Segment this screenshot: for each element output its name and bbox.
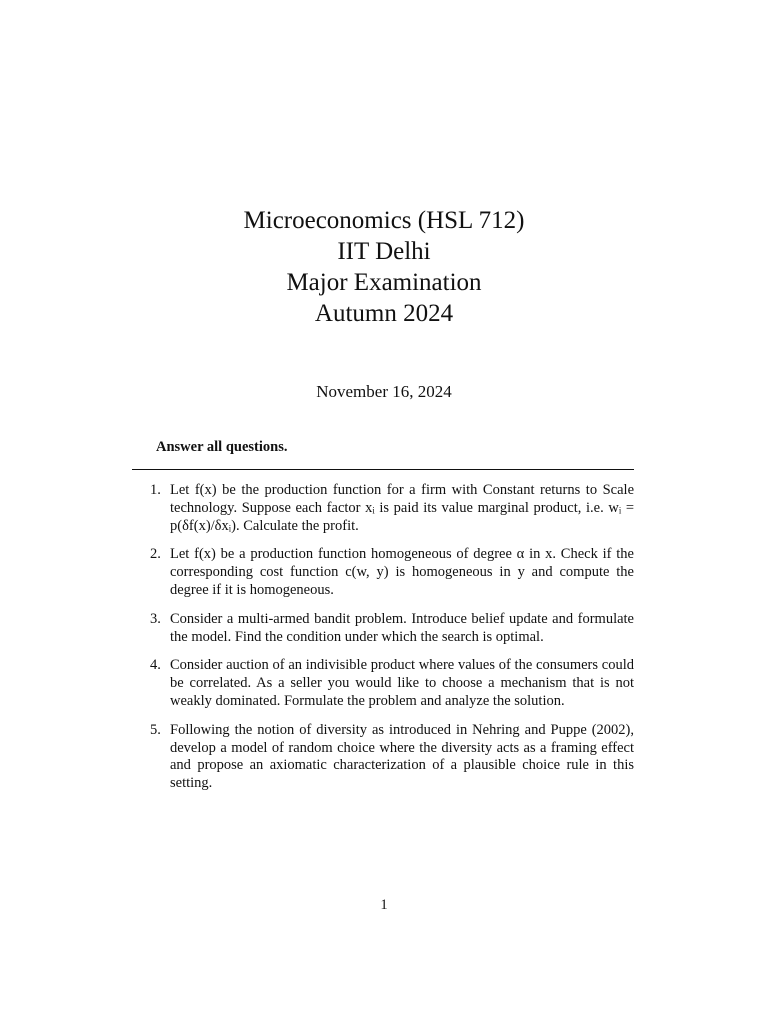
question-number: 2. bbox=[150, 546, 161, 563]
page-number: 1 bbox=[380, 897, 388, 913]
question-text: Let f(x) be the production function for a firm with Constant returns to Scale technology. Suppose each factor xᵢ is paid its value marginal product, i.e. wᵢ = p(δf(x)/δxᵢ). Calculate the profit. bbox=[170, 482, 634, 534]
institute-name: IIT Delhi bbox=[337, 238, 431, 265]
question-text: Consider auction of an indivisible product where values of the consumers could be correlated. As a seller you would like to choose a mechanism that is not weakly dominated. Formulate the problem and analyze the solution. bbox=[170, 657, 634, 709]
course-title: Microeconomics (HSL 712) bbox=[243, 207, 525, 234]
horizontal-rule bbox=[132, 469, 634, 470]
question-text: Consider a multi-armed bandit problem. Introduce belief update and formulate the model. Find the condition under which the search is optimal. bbox=[170, 610, 634, 645]
question-text: Let f(x) be a production function homogeneous of degree α in x. Check if the corresponding cost function c(w, y) is homogeneous in y and compute the degree if it is homogeneous. bbox=[170, 546, 634, 598]
question-number: 1. bbox=[150, 482, 161, 498]
question-item bbox=[132, 546, 634, 599]
instructions: Answer all questions. bbox=[156, 439, 288, 455]
question-item bbox=[132, 482, 634, 535]
question-number: 3. bbox=[150, 610, 161, 627]
question-list bbox=[132, 482, 634, 804]
question-number: 5. bbox=[150, 721, 161, 738]
exam-term: Autumn 2024 bbox=[314, 300, 454, 327]
question-item bbox=[132, 611, 634, 647]
question-item bbox=[132, 722, 634, 793]
exam-date: November 16, 2024 bbox=[316, 382, 452, 401]
question-number: 4. bbox=[150, 657, 161, 674]
document-title-block bbox=[0, 205, 768, 329]
question-text: Following the notion of diversity as introduced in Nehring and Puppe (2002), develop a model of random choice where the diversity acts as a framing effect and propose an axiomatic characterization of a plausible choice rule in this setting. bbox=[170, 721, 634, 792]
exam-name: Major Examination bbox=[286, 269, 482, 296]
question-item bbox=[132, 657, 634, 710]
